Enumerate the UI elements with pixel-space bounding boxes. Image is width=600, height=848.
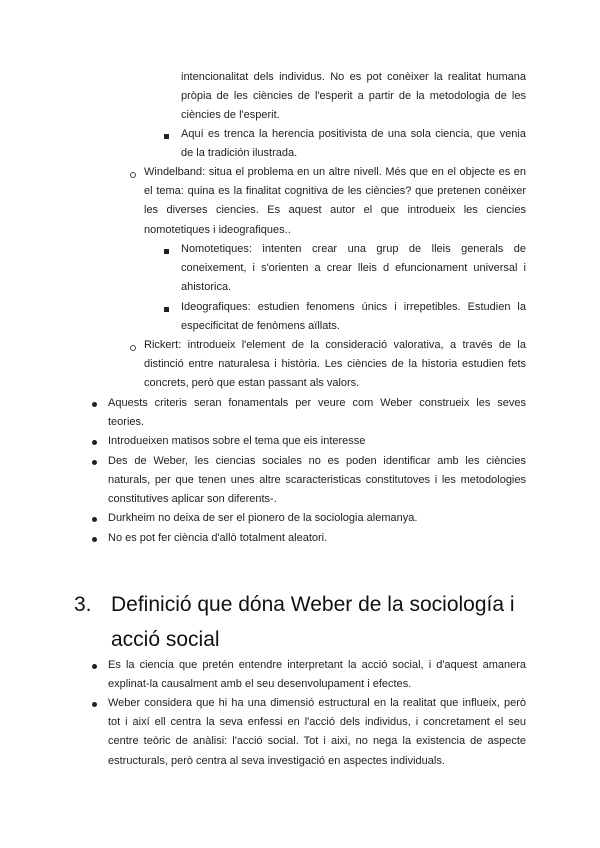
circle-bullet-icon: [130, 172, 136, 178]
square-bullet-icon: [164, 307, 169, 312]
bullet-icon: [92, 517, 97, 522]
bullet-icon: [92, 537, 97, 542]
list-item-positivist: Aquí es trenca la herencia positivista de una sola ciencia, que venia de la tradición ilustrada.: [181, 128, 526, 160]
section-title-line-2: acció social: [111, 628, 220, 651]
circle-bullet-icon: [130, 345, 136, 351]
section-number: 3.: [74, 593, 92, 616]
list-item-ideografiques: Ideografiques: estudien fenomens únics i irrepetibles. Estudien la especificitat de fenòmens aïllats.: [181, 301, 526, 333]
bullet-icon: [92, 702, 97, 707]
square-bullet-icon: [164, 134, 169, 139]
list-item-windelband: Windelband: situa el problema en un altre nivell. Més que en el objecte es en el tema: quina es la finalitat cognitiva de les ciències? que pretenen conèixer les diverses ciencies. Es aquest autor el que introdueix les ciencies nomotetiques i ideografiques..: [144, 166, 526, 236]
list-item: No es pot fer ciència d'allò totalment aleatori.: [108, 532, 328, 544]
bullet-icon: [92, 664, 97, 669]
list-item: Des de Weber, les ciencias sociales no es poden identificar amb les ciències naturals, per que tenen unes altre scaracteristicas constitutoves i les metodologies constitutives aplicar son diferents-.: [108, 455, 526, 506]
bullet-icon: [92, 460, 97, 465]
list-item: Introdueixen matisos sobre el tema que eis interesse: [108, 435, 366, 447]
section-title-line-1: Definició que dóna Weber de la sociología i: [111, 593, 515, 616]
square-bullet-icon: [164, 249, 169, 254]
list-item: Durkheim no deixa de ser el pionero de la sociologia alemanya.: [108, 512, 418, 524]
list-item: Weber considera que hi ha una dimensió estructural en la realitat que influeix, però tot i així ell centra la seva enfessi en l'acció dels individus, i concretament el seu centre teòric de anàlisi: l'acció social. Tot i aixi, no nega la existencia de aspecte estructurals, però centra al seva investigació en aspectes individuals.: [108, 697, 526, 767]
list-item: Es la ciencia que pretén entendre interpretant la acció social, i d'aquest amanera explinat-la causalment amb el seu desenvolupament i efectes.: [108, 659, 526, 691]
list-item-rickert: Rickert: introdueix l'element de la consideració valorativa, a través de la distinció entre naturalesa i història. Les ciències de la historia estudien fets concrets, però que estan passant als valors.: [144, 339, 526, 390]
continued-paragraph: intencionalitat dels individus. No es pot conèixer la realitat humana pròpia de les ciències de l'esperit a partir de la metodologia de les ciències de l'esperit.: [181, 71, 526, 122]
list-item: Aquests criteris seran fonamentals per veure com Weber construeix les seves teories.: [108, 397, 526, 429]
list-item-nomotetiques: Nomotetiques: intenten crear una grup de lleis generals de coneixement, i s'orienten a crear lleis d efuncionament universal i ahistorica.: [181, 243, 526, 294]
bullet-icon: [92, 440, 97, 445]
bullet-icon: [92, 402, 97, 407]
